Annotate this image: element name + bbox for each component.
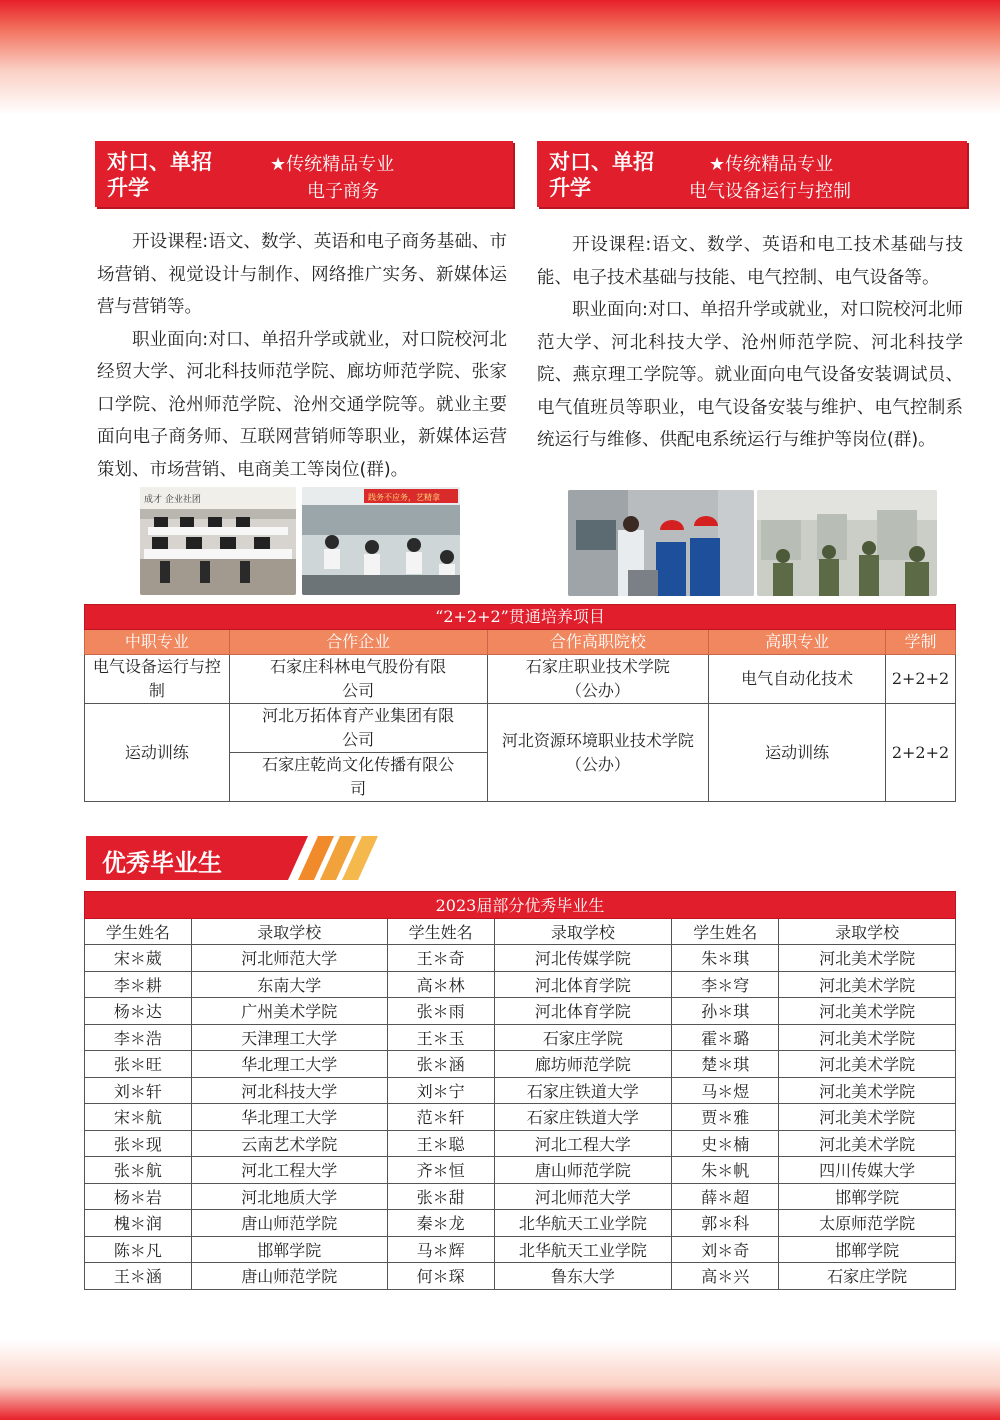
classroom-banner-text: 践务不应务，艺精拿 xyxy=(368,493,440,502)
student-name: 史＊楠 xyxy=(672,1130,779,1157)
admitted-school: 广州美术学院 xyxy=(191,998,387,1025)
lab-wall-sign: 成才 企业社团 xyxy=(144,495,201,505)
program-row1-company: 石家庄科林电气股份有限公司 xyxy=(229,655,487,704)
admitted-school: 北华航天工业学院 xyxy=(494,1236,672,1263)
left-photo-computer-lab xyxy=(140,487,296,595)
student-name: 王＊玉 xyxy=(387,1024,494,1051)
admitted-school: 唐山师范学院 xyxy=(494,1157,672,1184)
student-name: 高＊兴 xyxy=(672,1263,779,1290)
student-name: 朱＊琪 xyxy=(672,945,779,972)
student-name: 贾＊雅 xyxy=(672,1104,779,1131)
student-name: 王＊涵 xyxy=(85,1263,192,1290)
program-row1-college: 石家庄职业技术学院 xyxy=(525,657,670,676)
admitted-school: 石家庄学院 xyxy=(779,1263,956,1290)
left-courses-text: 开设课程:语文、数学、英语和电子商务基础、市场营销、视觉设计与制作、网络推广实务、新媒体运营与营销等。 xyxy=(97,232,507,317)
student-name: 张＊航 xyxy=(85,1157,192,1184)
student-name: 刘＊奇 xyxy=(672,1236,779,1263)
program-row1-system: 2+2+2 xyxy=(885,655,955,704)
admitted-school: 河北工程大学 xyxy=(191,1157,387,1184)
admitted-school: 邯郸学院 xyxy=(779,1183,956,1210)
graduates-header-name: 学生姓名 xyxy=(387,918,494,945)
admitted-school: 河北美术学院 xyxy=(779,1104,956,1131)
admitted-school: 河北地质大学 xyxy=(191,1183,387,1210)
program-table-title: “2+2+2”贯通培养项目 xyxy=(85,605,956,630)
table-row xyxy=(85,1130,956,1157)
graduates-header-school: 录取学校 xyxy=(494,918,672,945)
admitted-school: 四川传媒大学 xyxy=(779,1157,956,1184)
table-row xyxy=(85,1051,956,1078)
admitted-school: 廊坊师范学院 xyxy=(494,1051,672,1078)
admitted-school: 鲁东大学 xyxy=(494,1263,672,1290)
program-header-company: 合作企业 xyxy=(229,630,487,655)
graduates-header-school: 录取学校 xyxy=(191,918,387,945)
student-name: 李＊耕 xyxy=(85,971,192,998)
student-name: 朱＊帆 xyxy=(672,1157,779,1184)
left-program-banner xyxy=(95,141,513,207)
admitted-school: 石家庄铁道大学 xyxy=(494,1104,672,1131)
right-career-text: 职业面向:对口、单招升学或就业，对口院校河北师范大学、河北科技大学、沧州师范学院、河北科技学院、燕京理工学院等。就业面向电气设备安装调试员、电气值班员等职业，电气设备安装与维护、电气控制系统运行与维修、供配电系统运行与维护等岗位(群)。 xyxy=(537,300,963,450)
program-row2-college: 河北资源环境职业技术学院 xyxy=(501,730,694,750)
program-header-major: 中职专业 xyxy=(85,630,230,655)
student-name: 齐＊恒 xyxy=(387,1157,494,1184)
program-row2-college-note: （公办） xyxy=(565,754,630,774)
student-name: 霍＊璐 xyxy=(672,1024,779,1051)
program-table xyxy=(84,604,956,802)
table-row xyxy=(85,1077,956,1104)
student-name: 张＊现 xyxy=(85,1130,192,1157)
right-badge: ★传统精品专业 xyxy=(709,154,834,175)
admitted-school: 邯郸学院 xyxy=(779,1236,956,1263)
student-name: 宋＊葳 xyxy=(85,945,192,972)
left-tag-line2: 升学 xyxy=(107,176,149,200)
table-row xyxy=(85,1236,956,1263)
admitted-school: 太原师范学院 xyxy=(779,1210,956,1237)
program-header-system: 学制 xyxy=(885,630,955,655)
student-name: 高＊林 xyxy=(387,971,494,998)
student-name: 王＊奇 xyxy=(387,945,494,972)
admitted-school: 河北美术学院 xyxy=(779,1024,956,1051)
admitted-school: 河北美术学院 xyxy=(779,945,956,972)
admitted-school: 邯郸学院 xyxy=(191,1236,387,1263)
admitted-school: 河北体育学院 xyxy=(494,971,672,998)
student-name: 孙＊琪 xyxy=(672,998,779,1025)
right-photo-wiring-lab xyxy=(757,490,937,596)
table-row xyxy=(85,1104,956,1131)
student-name: 郭＊科 xyxy=(672,1210,779,1237)
right-courses-text: 开设课程:语文、数学、英语和电工技术基础与技能、电子技术基础与技能、电气控制、电气设备等。 xyxy=(537,235,963,288)
table-row xyxy=(85,1157,956,1184)
program-header-higher-major: 高职专业 xyxy=(709,630,886,655)
student-name: 杨＊达 xyxy=(85,998,192,1025)
admitted-school: 河北美术学院 xyxy=(779,1077,956,1104)
admitted-school: 河北工程大学 xyxy=(494,1130,672,1157)
student-name: 张＊甜 xyxy=(387,1183,494,1210)
student-name: 王＊聪 xyxy=(387,1130,494,1157)
admitted-school: 云南艺术学院 xyxy=(191,1130,387,1157)
right-program-banner xyxy=(537,141,967,207)
graduates-header-school: 录取学校 xyxy=(779,918,956,945)
admitted-school: 河北体育学院 xyxy=(494,998,672,1025)
graduates-header-name: 学生姓名 xyxy=(85,918,192,945)
table-row xyxy=(85,1183,956,1210)
left-badge: ★传统精品专业 xyxy=(270,154,395,175)
admitted-school: 河北传媒学院 xyxy=(494,945,672,972)
student-name: 秦＊龙 xyxy=(387,1210,494,1237)
left-description xyxy=(97,226,507,486)
admitted-school: 河北美术学院 xyxy=(779,971,956,998)
student-name: 李＊穹 xyxy=(672,971,779,998)
table-row xyxy=(85,971,956,998)
student-name: 张＊旺 xyxy=(85,1051,192,1078)
right-tag-line1: 对口、单招 xyxy=(549,150,654,174)
right-major-name: 电气设备运行与控制 xyxy=(689,181,851,202)
student-name: 宋＊航 xyxy=(85,1104,192,1131)
student-name: 马＊辉 xyxy=(387,1236,494,1263)
student-name: 陈＊凡 xyxy=(85,1236,192,1263)
right-description xyxy=(537,229,963,457)
admitted-school: 天津理工大学 xyxy=(191,1024,387,1051)
admitted-school: 东南大学 xyxy=(191,971,387,998)
admitted-school: 河北美术学院 xyxy=(779,1051,956,1078)
student-name: 楚＊琪 xyxy=(672,1051,779,1078)
student-name: 刘＊宁 xyxy=(387,1077,494,1104)
admitted-school: 华北理工大学 xyxy=(191,1051,387,1078)
program-header-college: 合作高职院校 xyxy=(487,630,709,655)
student-name: 何＊琛 xyxy=(387,1263,494,1290)
admitted-school: 河北师范大学 xyxy=(494,1183,672,1210)
graduates-table xyxy=(84,891,956,1290)
program-row2-major: 运动训练 xyxy=(85,704,230,802)
table-row xyxy=(85,945,956,972)
program-row1-college-cell xyxy=(487,655,709,704)
admitted-school: 石家庄学院 xyxy=(494,1024,672,1051)
table-row xyxy=(85,998,956,1025)
student-name: 马＊煜 xyxy=(672,1077,779,1104)
program-row1-higher-major: 电气自动化技术 xyxy=(709,655,886,704)
student-name: 张＊涵 xyxy=(387,1051,494,1078)
program-row2-college-cell xyxy=(487,704,709,802)
admitted-school: 河北师范大学 xyxy=(191,945,387,972)
admitted-school: 华北理工大学 xyxy=(191,1104,387,1131)
table-row xyxy=(85,1210,956,1237)
graduates-section-title: 优秀毕业生 xyxy=(102,849,222,877)
program-row2-company-b: 石家庄乾尚文化传播有限公司 xyxy=(229,753,487,802)
graduates-table-title: 2023届部分优秀毕业生 xyxy=(85,892,956,919)
table-row xyxy=(85,1024,956,1051)
student-name: 张＊雨 xyxy=(387,998,494,1025)
admitted-school: 唐山师范学院 xyxy=(191,1210,387,1237)
admitted-school: 唐山师范学院 xyxy=(191,1263,387,1290)
left-major-name: 电子商务 xyxy=(307,181,379,202)
program-row1-college-note: （公办） xyxy=(565,681,630,700)
admitted-school: 北华航天工业学院 xyxy=(494,1210,672,1237)
student-name: 李＊浩 xyxy=(85,1024,192,1051)
graduates-section-header xyxy=(86,832,386,884)
admitted-school: 河北美术学院 xyxy=(779,1130,956,1157)
program-row1-major: 电气设备运行与控制 xyxy=(85,655,230,704)
admitted-school: 石家庄铁道大学 xyxy=(494,1077,672,1104)
right-photo-training-hardhats xyxy=(568,490,754,596)
student-name: 薛＊超 xyxy=(672,1183,779,1210)
student-name: 杨＊岩 xyxy=(85,1183,192,1210)
program-row2-company-a: 河北万拓体育产业集团有限公司 xyxy=(229,704,487,753)
program-row2-higher-major: 运动训练 xyxy=(709,704,886,802)
table-row xyxy=(85,1263,956,1290)
right-tag-line2: 升学 xyxy=(549,176,591,200)
student-name: 刘＊轩 xyxy=(85,1077,192,1104)
program-row2-system: 2+2+2 xyxy=(885,704,955,802)
left-photo-classroom xyxy=(302,487,460,595)
student-name: 范＊轩 xyxy=(387,1104,494,1131)
student-name: 槐＊润 xyxy=(85,1210,192,1237)
admitted-school: 河北科技大学 xyxy=(191,1077,387,1104)
left-tag-line1: 对口、单招 xyxy=(107,150,212,174)
graduates-header-name: 学生姓名 xyxy=(672,918,779,945)
left-career-text: 职业面向:对口、单招升学或就业，对口院校河北经贸大学、河北科技师范学院、廊坊师范学院、张家口学院、沧州师范学院、沧州交通学院等。就业主要面向电子商务师、互联网营销师等职业，新媒体运营策划、市场营销、电商美工等岗位(群)。 xyxy=(97,329,507,480)
admitted-school: 河北美术学院 xyxy=(779,998,956,1025)
